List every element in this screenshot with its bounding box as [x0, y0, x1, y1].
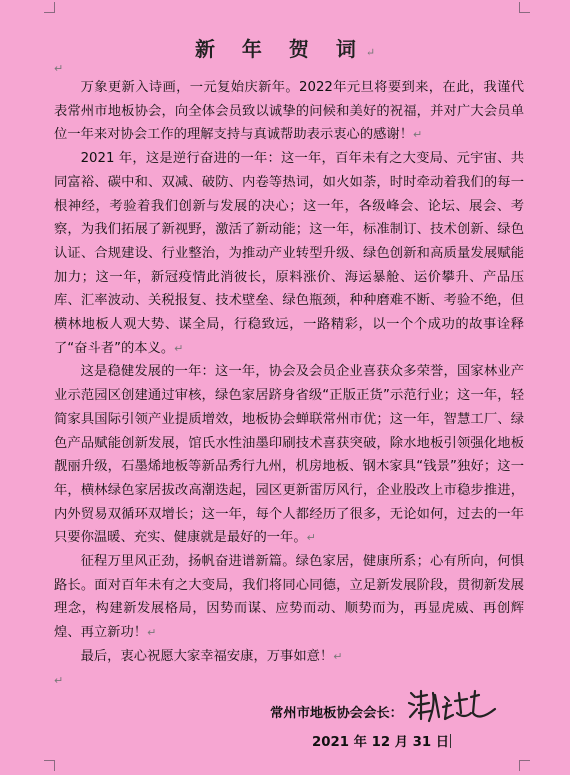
- paragraph: [54, 360, 524, 550]
- page-corner-mark: [44, 2, 55, 13]
- signer-label: 常州市地板协会会长：: [270, 706, 403, 721]
- paragraph-mark-icon: ↵: [306, 531, 316, 545]
- paragraph-mark-icon: ↵: [174, 341, 184, 355]
- date-line: [312, 731, 452, 750]
- letter-body: [54, 76, 524, 692]
- paragraph: [54, 645, 524, 669]
- paragraph-mark-icon: ↵: [54, 62, 64, 75]
- paragraph-text: 这是稳健发展的一年：这一年，协会及会员企业喜获众多荣誉，国家林业产业示范园区创建通过审核，绿色家居跻身省级“正版正货”示范行业；这一年，轻简家具国际引领产业提质增效，地板协会蝉联常州市优；这一年，智慧工厂、绿色产品赋能创新发展，馆氏水性油墨印刷技术喜获突破，除水地板引领强化地板靓丽升级，石墨烯地板等新品秀行九州，机房地板、钢木家具“钱景”独好；这一年，横林绿色家居拔改高潮迭起，园区更新雷厉风行，企业股改上市稳步推进，内外贸易双循环双增长；这一年，每个人都经历了很多，无论如何，过去的一年只要你温暖、充实、健康就是最好的一年。: [54, 364, 524, 546]
- page-corner-mark: [519, 2, 530, 13]
- paragraph-mark-icon: ↵: [413, 128, 423, 142]
- page-corner-mark: [519, 760, 530, 771]
- page-corner-mark: [44, 760, 55, 771]
- paragraph-mark-icon: ↵: [365, 46, 376, 59]
- paragraph-text: 2021 年，这是逆行奋进的一年：这一年，百年未有之大变局、元宇宙、共同富裕、碳中和、双减、破防、内卷等热词，如火如荼，时时牵动着我们的每一根神经，考验着我们创新与发展的决心；这一年，各级峰会、论坛、展会、考察，为我们拓展了新视野，激活了新动能；这一年，标准制订、技术创新、绿色认证、合规建设、行业整治，为推动产业转型升级、绿色创新和高质量发展赋能加力；这一年，新冠疫情此消彼长，原料涨价、海运暴舱、运价攀升、产品压库、汇率波动、关税报复、技术壁垒、绿色瓶颈，种种磨难不断、考验不绝，但横林地板人观大势、谋全局，行稳致远，一路精彩，以一个个成功的故事诠释了“奋斗者”的本义。: [54, 151, 524, 356]
- paragraph: [54, 76, 524, 147]
- handwritten-signature: [405, 683, 500, 725]
- paragraph-mark-icon: ↵: [333, 649, 343, 663]
- paragraph-mark-icon: ↵: [147, 626, 157, 640]
- paragraph-text: 万象更新入诗画，一元复始庆新年。2022年元旦将要到来，在此，我谨代表常州市地板协会，向全体会员致以诚挚的问候和美好的祝福，并对广大会员单位一年来对协会工作的理解支持与真诚帮助表示衷心的感谢！: [54, 80, 524, 143]
- date-text: 2021 年 12 月 31 日: [312, 735, 450, 750]
- text-cursor-icon: [450, 734, 452, 748]
- document-title: [0, 33, 570, 62]
- paragraph-text: 最后，衷心祝愿大家幸福安康，万事如意！: [80, 648, 334, 664]
- paragraph: [54, 147, 524, 360]
- paragraph-text: 征程万里风正劲，扬帆奋进谱新篇。绿色家居，健康所系；心有所向，何惧路长。面对百年未有之大变局，我们将同心同德，立足新发展阶段，贯彻新发展理念，构建新发展格局，因势而谋、应势而动、顺势而为，再显虎威、再创辉煌、再立新功！: [54, 554, 524, 641]
- paragraph: [54, 550, 524, 645]
- signer-line: [270, 702, 403, 721]
- paragraph-mark-icon: ↵: [54, 673, 64, 687]
- title-text: 新 年 贺 词: [194, 37, 366, 61]
